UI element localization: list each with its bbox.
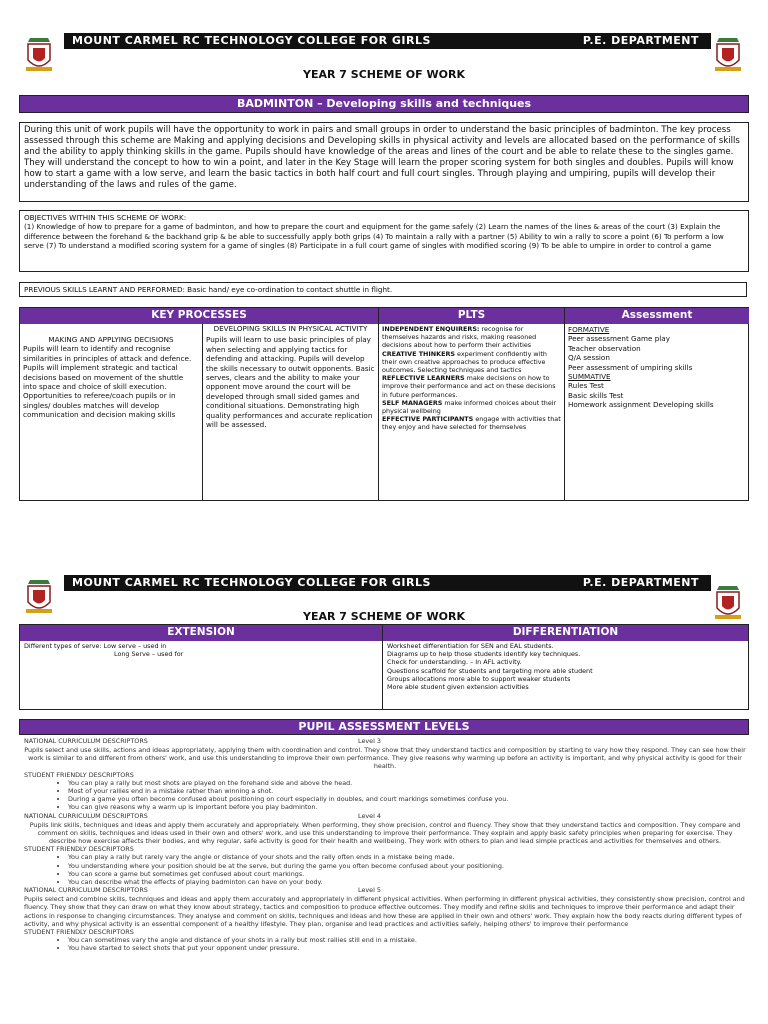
extension-header: EXTENSION	[20, 625, 383, 641]
making-decisions-heading: MAKING AND APPLYING DECISIONS	[48, 335, 174, 344]
crest-right-1	[711, 32, 745, 72]
crest-left-1	[22, 32, 56, 72]
bullet-item: • You can score a game but sometimes get confused about court markings.	[68, 870, 746, 878]
formative-item: Peer assessment Game play	[568, 334, 670, 344]
objectives-text: (1) Knowledge of how to prepare for a game of badminton, and how to prepare the court and equipment for the game safely (2) Learn the names of the lines & areas of the court (3) Explain the difference between the forehand & the backhand grip & be able to successfully apply both grips (4) To maintain a rally with a partner (5) Ability to win a rally to score a point (6) To perform a low serve (7) To understand a modified scoring system for a game of singles (8) Participate in a full court game of singles with modified scoring (9) To be able to umpire in order to control a game	[24, 222, 724, 251]
nc-descriptors-label: NATIONAL CURRICULUM DESCRIPTORS	[24, 737, 148, 745]
differentiation-item: Groups allocations more able to support weaker students	[387, 674, 571, 683]
key-processes-header: KEY PROCESSES	[20, 308, 379, 324]
developing-skills-text: Pupils will learn to use basic principles of play when selecting and applying tactics for defending and attacking. Pupils will develop the skills necessary to outwit opponents. Basic serves, clears and the ability to make your opponent move around the court will be developed through small sided games and conditional situations. Demonstrating high quality performances and accurate replication will be assessed.	[206, 335, 375, 430]
bullet-item: • You understanding where your position should be at the serve, but during the game you often become confused about your positioning.	[68, 862, 746, 870]
differentiation-header: DIFFERENTIATION	[383, 625, 748, 641]
assessment-levels-bar: PUPIL ASSESSMENT LEVELS	[19, 719, 749, 735]
level-3-descriptor: Pupils select and use skills, actions and ideas appropriately, applying them with coordination and control. They show that they understand tactics and composition by starting to vary how they respond. They can see how their work is similar to and different from others' work, and use this understanding to improve their own performance. They give reasons why warming up before an activity is important, and why physical activity is good for their health.	[24, 746, 746, 771]
department-name: P.E. DEPARTMENT	[582, 576, 699, 589]
intro-box	[19, 122, 749, 202]
previous-skills-box	[19, 282, 747, 297]
scheme-title-2: YEAR 7 SCHEME OF WORK	[303, 610, 465, 623]
bullet-item: • You can sometimes vary the angle and distance of your shots in a rally but most rallies still end in a mistake.	[68, 936, 746, 944]
student-friendly-label: STUDENT FRIENDLY DESCRIPTORS	[24, 770, 134, 779]
extension-line: Long Serve – used for	[114, 650, 184, 659]
school-name: MOUNT CARMEL RC TECHNOLOGY COLLEGE FOR GIRLS	[72, 576, 431, 589]
bullet-item: • You can play a rally but rarely vary the angle or distance of your shots and the rally often ends in a mistake being made.	[68, 853, 746, 861]
plts-item: SELF MANAGERS make informed choices about their physical wellbeing	[382, 398, 557, 416]
school-header-bar-1	[64, 33, 711, 49]
bullet-item: • Most of your rallies end in a mistake rather than winning a shot.	[68, 787, 746, 795]
differentiation-item: Check for understanding. – In AFL activity.	[387, 658, 522, 667]
differentiation-item: Diagrams up to help those students identify key techniques.	[387, 650, 581, 659]
differentiation-item: Worksheet differentiation for SEN and EAL students.	[387, 642, 554, 650]
student-friendly-label: STUDENT FRIENDLY DESCRIPTORS	[24, 845, 134, 854]
objectives-box	[19, 210, 749, 272]
level-5-descriptor: Pupils select and combine skills, techniques and ideas and apply them accurately and appropriately in different physical activities. When performing in different physical activities, they consistently show precision, control and fluency. They show that they can draw on what they know about strategy, tactics and composition to produce effective outcomes. They modify and refine skills and techniques to improve their performance and adapt their actions in response to changing circumstances. They analyse and comment on skills, techniques and ideas and how these are applied in their own and others' work. They explain how the body reacts during different types of activity, and why physical activity is an essential component of a healthy lifestyle. They plan, organise and lead practices and activities safely, helping others' to improve their performance	[24, 895, 745, 928]
summative-item: Homework assignment Developing skills	[568, 400, 714, 410]
extension-line: Different types of serve: Low serve – used in	[24, 642, 167, 650]
plts-item: EFFECTIVE PARTICIPANTS engage with activities that they enjoy and have selected for themselves	[382, 415, 561, 432]
nc-descriptors-label: NATIONAL CURRICULUM DESCRIPTORS	[24, 886, 148, 895]
plts-item: CREATIVE THINKERS experiment confidently with their own creative approaches to produce effective outcomes. Selecting techniques and tactics	[382, 349, 547, 375]
making-decisions-cell	[20, 324, 203, 501]
extension-cell	[20, 641, 383, 709]
nc-descriptors-label: NATIONAL CURRICULUM DESCRIPTORS	[24, 811, 148, 820]
school-header-bar-2	[64, 575, 711, 591]
developing-skills-heading: DEVELOPING SKILLS IN PHYSICAL ACTIVITY	[213, 324, 368, 333]
summative-heading: SUMMATIVE	[568, 372, 611, 382]
crest-left-2	[22, 574, 56, 614]
school-name: MOUNT CARMEL RC TECHNOLOGY COLLEGE FOR GIRLS	[72, 34, 431, 47]
summative-item: Rules Test	[568, 381, 604, 391]
plts-header: PLTS	[379, 308, 565, 324]
bullet-item: • You can play a rally but most shots are played on the forehand side and above the head.	[68, 779, 746, 787]
department-name: P.E. DEPARTMENT	[582, 34, 699, 47]
formative-heading: FORMATIVE	[568, 325, 610, 334]
bullet-item: • You can describe what the effects of playing badminton can have on your body.	[68, 878, 746, 886]
intro-text: During this unit of work pupils will have the opportunity to work in pairs and small groups in order to understand the basic principles of badminton. The key process assessed through this scheme are Making and applying decisions and Developing skills in physical activity and levels are allocated based on the performance of skills and the ability to apply thinking skills in the game. Pupils should have knowledge of the areas and lines of the court and be able to relate these to the singles game. They will understand the concept to how to win a point, and later in the Key Stage will learn the proper scoring system for both singles and doubles. Pupils will know how to start a game with a low serve, and learn the basic tactics in both half court and full court singles. Through playing and umpiring, pupils will develop their understanding of the laws and rules of the game.	[24, 125, 740, 190]
plts-cell	[379, 324, 565, 501]
plts-item: REFLECTIVE LEARNERS make decisions on how to improve their performance and act on these decisions in future performances.	[382, 374, 556, 399]
bullet-item: • You have started to select shots that put your opponent under pressure.	[68, 944, 746, 952]
scheme-title-1: YEAR 7 SCHEME OF WORK	[303, 68, 465, 81]
summative-item: Basic skills Test	[568, 390, 624, 400]
level-label: Level 5	[358, 886, 381, 895]
student-friendly-label: STUDENT FRIENDLY DESCRIPTORS	[24, 928, 134, 937]
level-4-descriptor: Pupils link skills, techniques and ideas and apply them accurately and appropriately. When performing, they show precision, control and fluency. They show that they understand tactics and composition. They compare and comment on skills, techniques and ideas used in their own and others' work, and use this understanding to improve their performance. They explain and apply basic safety principles when preparing for exercise. They describe how exercise affects their bodies, and why regular, safe activity is good for their health and wellbeing. They work with others to plan and lead simple practices and activities for themselves and others.	[29, 820, 741, 846]
extension-differentiation-table	[19, 624, 749, 710]
level-3-bullets	[24, 779, 746, 812]
unit-title-bar: BADMINTON – Developing skills and techniques	[19, 95, 749, 113]
level-row	[24, 886, 746, 895]
bullet-item: • You can give reasons why a warm up is important before you play badminton.	[68, 803, 746, 811]
level-row	[24, 737, 746, 746]
bullet-item: • During a game you often become confused about positioning on court especially in doubles, and court markings sometimes confuse you.	[68, 795, 746, 803]
developing-skills-cell	[203, 324, 379, 501]
making-decisions-text: Pupils will learn to identify and recognise similarities in principles of attack and defence. Pupils will implement strategic and tactical decisions based on movement of the shuttle into space and choice of skill execution. Opportunities to referee/coach pupils or in singles/ doubles matches will develop communication and decision making skills	[23, 344, 192, 420]
formative-item: Peer assessment of umpiring skills	[568, 362, 693, 372]
assessment-header: Assessment	[565, 308, 749, 324]
key-processes-table	[19, 307, 749, 501]
differentiation-item: Questions scaffold for students and targeting more able student	[387, 666, 593, 675]
level-row	[24, 812, 746, 821]
differentiation-cell	[383, 641, 748, 709]
level-4-bullets	[24, 853, 746, 886]
formative-item: Teacher observation	[568, 343, 641, 353]
assessment-cell	[565, 324, 749, 501]
differentiation-item: More able student given extension activities	[387, 683, 529, 692]
level-5-bullets	[24, 936, 746, 952]
previous-skills-text: PREVIOUS SKILLS LEARNT AND PERFORMED: Basic hand/ eye co-ordination to contact shuttle in flight.	[24, 285, 393, 294]
level-label: Level 3	[358, 737, 381, 745]
formative-item: Q/A session	[568, 353, 610, 363]
objectives-heading: OBJECTIVES WITHIN THIS SCHEME OF WORK:	[24, 213, 187, 222]
plts-item: INDEPENDENT ENQUIRERS: recognise for themselves hazards and risks, making reasoned decisions about how to perform their activities	[382, 325, 537, 350]
level-label: Level 4	[358, 811, 381, 820]
assessment-levels-section	[24, 737, 746, 1024]
